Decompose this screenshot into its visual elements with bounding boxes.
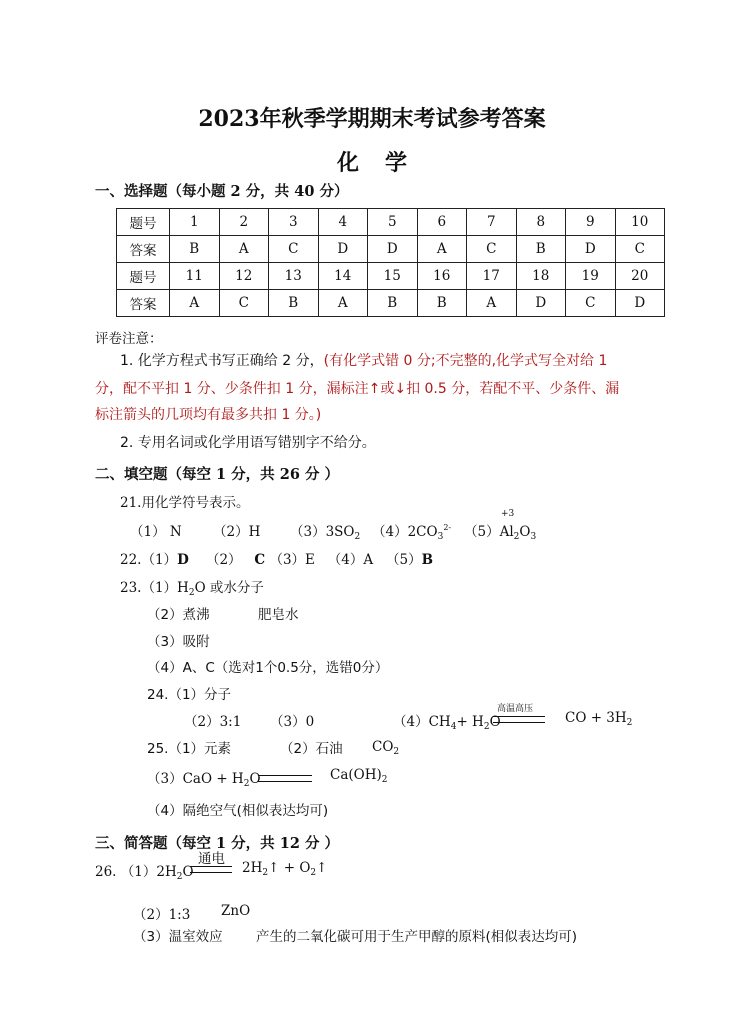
q25-part1: 25.（1）元素 bbox=[147, 741, 232, 757]
q22-part5: （5） bbox=[386, 552, 422, 568]
table-cell: 5 bbox=[368, 209, 418, 236]
q25-part2: （2）石油 bbox=[280, 741, 343, 757]
table-cell: 6 bbox=[417, 209, 467, 236]
table-cell: A bbox=[219, 236, 269, 263]
q26-line1-products bbox=[242, 860, 327, 876]
table-cell: 4 bbox=[318, 209, 368, 236]
q21-part3 bbox=[290, 520, 360, 540]
note-item-1-line3: 标注箭头的几项均有最多共扣 1 分。) bbox=[95, 407, 322, 423]
note-item-1-line1 bbox=[120, 347, 607, 375]
table-cell: B bbox=[417, 290, 467, 317]
q24-products bbox=[565, 710, 632, 726]
q22-answer-1: D bbox=[177, 552, 189, 568]
table-cell: A bbox=[170, 290, 220, 317]
section2-heading: 二、填空题（每空 1 分，共 26 分 ） bbox=[95, 466, 340, 483]
table-cell: 2 bbox=[219, 209, 269, 236]
table-cell: 14 bbox=[318, 263, 368, 290]
q23-l1-text: 23.（1）H bbox=[120, 580, 189, 596]
table-cell: D bbox=[318, 236, 368, 263]
table-cell: D bbox=[566, 236, 616, 263]
table-cell: A bbox=[417, 236, 467, 263]
q22-lead: 22.（1） bbox=[120, 552, 178, 568]
q24-prod-sub: 2 bbox=[626, 718, 633, 728]
table-cell: 3 bbox=[269, 209, 319, 236]
table-cell: C bbox=[269, 236, 319, 263]
q22-answer-5: B bbox=[421, 552, 434, 568]
q26-up-arrow: ↑ bbox=[316, 860, 328, 876]
q26-equals-sign bbox=[190, 866, 232, 873]
table-cell: 18 bbox=[516, 263, 566, 290]
note-item-1-line2: 分，配不平扣 1 分、少条件扣 1 分，漏标注↑或↓扣 0.5 分，若配不平、少条件、漏 bbox=[95, 381, 620, 397]
q26-condition: 通电 bbox=[198, 851, 225, 867]
table-cell: D bbox=[516, 290, 566, 317]
q25-cao-text: （3）CaO + H bbox=[147, 771, 244, 787]
table-row bbox=[117, 263, 665, 290]
table-row-label: 题号 bbox=[117, 263, 170, 290]
subject-title: 化学 bbox=[336, 150, 433, 176]
q26-o2-text: ↑ + O bbox=[268, 860, 311, 876]
page-title: 2023年秋季学期期末考试参考答案 bbox=[198, 106, 546, 132]
table-cell: 1 bbox=[170, 209, 220, 236]
table-cell: 7 bbox=[467, 209, 517, 236]
q21-part5-o: O bbox=[519, 524, 531, 540]
q26-h2o-text: 26. （1）2H bbox=[95, 864, 177, 880]
q26-part3a: （3）温室效应 bbox=[133, 929, 223, 945]
q25-part4: （4）隔绝空气(相似表达均可) bbox=[147, 803, 329, 819]
note-item-1-prefix: 1. 化学方程式书写正确给 2 分， bbox=[120, 353, 324, 369]
q21-part3-text: （3）3SO bbox=[290, 524, 355, 540]
table-cell: 17 bbox=[467, 263, 517, 290]
table-row bbox=[117, 290, 665, 317]
table-cell: 8 bbox=[516, 209, 566, 236]
q26-o-text: O bbox=[182, 864, 194, 880]
q25-equals-sign bbox=[258, 775, 312, 782]
table-row-label: 题号 bbox=[117, 209, 170, 236]
q22-part2: （2） bbox=[205, 552, 242, 568]
q21-part4 bbox=[372, 520, 451, 540]
q23-line2b: 肥皂水 bbox=[258, 607, 299, 623]
q24-condition: 高温高压 bbox=[497, 704, 534, 714]
table-cell: 12 bbox=[219, 263, 269, 290]
table-cell: 10 bbox=[615, 209, 665, 236]
q21-part5 bbox=[464, 520, 536, 540]
q24-o-text: O bbox=[489, 714, 501, 730]
table-row-label: 答案 bbox=[117, 290, 170, 317]
table-row bbox=[117, 236, 665, 263]
q24-part4-reactants bbox=[393, 710, 501, 730]
table-cell: B bbox=[170, 236, 220, 263]
q24-h-sub: 2 bbox=[483, 722, 490, 732]
q25-caoh-text: Ca(OH) bbox=[330, 767, 382, 783]
q21-part2: （2）H bbox=[213, 524, 261, 540]
table-cell: B bbox=[368, 290, 418, 317]
q22-line bbox=[120, 548, 433, 568]
q22-answer-2: C bbox=[254, 552, 266, 568]
q21-title: 21.用化学符号表示。 bbox=[120, 495, 250, 511]
notes-heading: 评卷注意： bbox=[95, 331, 163, 347]
table-cell: 15 bbox=[368, 263, 418, 290]
q23-line1 bbox=[120, 576, 264, 596]
q26-h2-text: 2H bbox=[242, 860, 263, 876]
q25-co2 bbox=[372, 739, 399, 755]
q26-part3b: 产生的二氧化碳可用于生产甲醇的原料(相似表达均可) bbox=[256, 929, 578, 945]
q25-co-text: CO bbox=[372, 739, 394, 755]
q21-part4-sup: 2- bbox=[443, 523, 452, 532]
table-row bbox=[117, 209, 665, 236]
q26-o2-sub: 2 bbox=[310, 868, 317, 878]
q24-ch-text: （4）CH bbox=[393, 714, 451, 730]
table-cell: D bbox=[368, 236, 418, 263]
q24-ch-sub: 4 bbox=[450, 722, 457, 732]
table-cell: 11 bbox=[170, 263, 220, 290]
q21-valence-mark: +3 bbox=[501, 509, 515, 519]
answer-table bbox=[116, 208, 665, 317]
table-cell: 20 bbox=[615, 263, 665, 290]
note-item-2: 2. 专用名词或化学用语写错别字不给分。 bbox=[120, 435, 376, 451]
table-cell: 19 bbox=[566, 263, 616, 290]
table-cell: 9 bbox=[566, 209, 616, 236]
q26-h2-sub: 2 bbox=[262, 868, 269, 878]
table-cell: C bbox=[467, 236, 517, 263]
q23-line3: （3）吸附 bbox=[147, 634, 210, 650]
table-cell: 16 bbox=[417, 263, 467, 290]
q21-part5-al: Al bbox=[499, 524, 514, 540]
q21-part3-sub: 2 bbox=[354, 532, 361, 542]
note-item-1-red: (有化学式错 0 分;不完整的,化学式写全对给 1 bbox=[323, 353, 608, 369]
q21-part4-text: （4）2CO bbox=[372, 524, 438, 540]
q25-o-text: O bbox=[249, 771, 261, 787]
q23-line4: （4）A、C（选对1个0.5分，选错0分） bbox=[147, 660, 389, 676]
q25-h-sub: 2 bbox=[243, 779, 250, 789]
table-cell: A bbox=[467, 290, 517, 317]
q21-part1: （1） N bbox=[130, 524, 182, 540]
section1-heading: 一、选择题（每小题 2 分，共 40 分） bbox=[95, 183, 349, 200]
table-cell: B bbox=[516, 236, 566, 263]
q21-part5-text: （5） bbox=[464, 524, 500, 540]
q24-part2: （2）3:1 bbox=[184, 714, 242, 730]
table-cell: A bbox=[318, 290, 368, 317]
q25-caoh-sub: 2 bbox=[381, 775, 388, 785]
q23-line2a: （2）煮沸 bbox=[147, 607, 210, 623]
q24-h-text: + H bbox=[456, 714, 484, 730]
table-cell: C bbox=[566, 290, 616, 317]
section3-heading: 三、简答题（每空 1 分，共 12 分 ） bbox=[95, 835, 340, 852]
q21-part5-sub-a: 2 bbox=[513, 532, 520, 542]
q24-equals-sign bbox=[493, 716, 545, 723]
q26-line1-reactant bbox=[95, 860, 194, 880]
q25-co-sub: 2 bbox=[393, 747, 400, 757]
table-cell: C bbox=[615, 236, 665, 263]
q22-part4: （4）A bbox=[327, 552, 374, 568]
table-cell: 13 bbox=[269, 263, 319, 290]
q25-part3-product bbox=[330, 767, 388, 783]
q24-part3: （3）0 bbox=[270, 714, 315, 730]
q26-h2o-sub: 2 bbox=[176, 872, 183, 882]
table-cell: B bbox=[269, 290, 319, 317]
q26-part2: （2）1:3 bbox=[133, 907, 191, 923]
table-cell: C bbox=[219, 290, 269, 317]
q26-part2-answer: ZnO bbox=[221, 903, 251, 919]
q21-part5-sub-b: 3 bbox=[530, 532, 537, 542]
q22-part3: （3）E bbox=[269, 552, 315, 568]
table-row-label: 答案 bbox=[117, 236, 170, 263]
q24-prod-text: CO + 3H bbox=[565, 710, 627, 726]
q21-part4-sub: 3 bbox=[437, 532, 444, 542]
q25-part3-reactants bbox=[147, 767, 261, 787]
q24-line1: 24.（1）分子 bbox=[147, 687, 232, 703]
q23-l1-rest: O 或水分子 bbox=[194, 580, 264, 596]
table-cell: D bbox=[615, 290, 665, 317]
q23-l1-sub: 2 bbox=[188, 588, 195, 598]
